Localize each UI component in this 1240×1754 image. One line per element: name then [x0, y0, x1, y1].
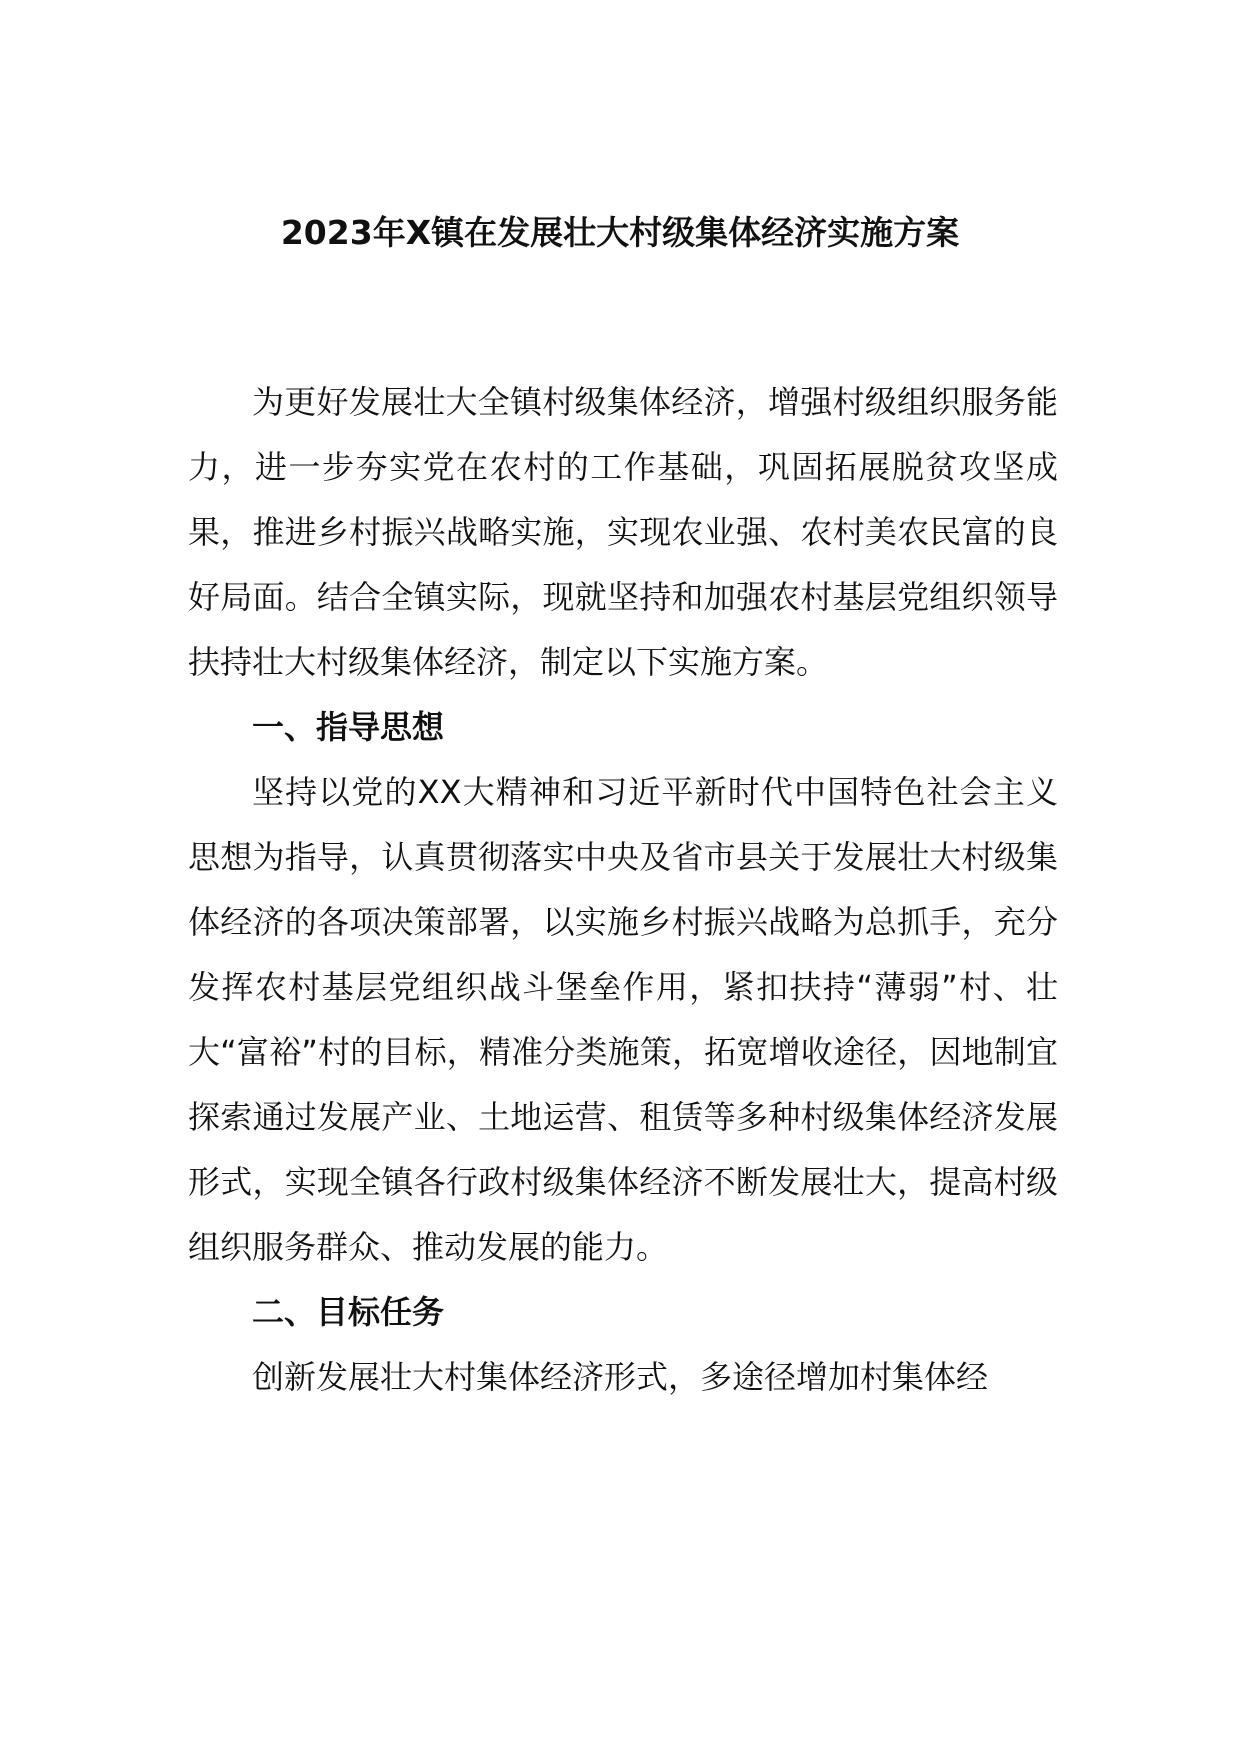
section-paragraph-objectives: 创新发展壮大村集体经济形式，多途径增加村集体经	[252, 1358, 989, 1396]
section-heading-objectives: 二、目标任务	[252, 1293, 445, 1331]
document-title: 2023年X镇在发展壮大村级集体经济实施方案	[280, 213, 960, 252]
section-heading-guiding-ideology: 一、指导思想	[252, 708, 445, 746]
intro-paragraph: 为更好发展壮大全镇村级集体经济，增强村级组织服务能力，进一步夯实党在农村的工作基础，巩固拓展脱贫攻坚成果，推进乡村振兴战略实施，实现农业强、农村美农民富的良好局面。结合全镇实际，现就坚持和加强农村基层党组织领导扶持壮大村级集体经济，制定以下实施方案。	[188, 383, 1058, 681]
section-paragraph-guiding-ideology: 坚持以党的XX大精神和习近平新时代中国特色社会主义思想为指导，认真贯彻落实中央及省市县关于发展壮大村级集体经济的各项决策部署，以实施乡村振兴战略为总抓手，充分发挥农村基层党组织战斗堡垒作用，紧扣扶持“薄弱”村、壮大“富裕”村的目标，精准分类施策，拓宽增收途径，因地制宜探索通过发展产业、土地运营、租赁等多种村级集体经济发展形式，实现全镇各行政村级集体经济不断发展壮大，提高村级组织服务群众、推动发展的能力。	[188, 773, 1058, 1266]
document-body	[188, 370, 1058, 1410]
